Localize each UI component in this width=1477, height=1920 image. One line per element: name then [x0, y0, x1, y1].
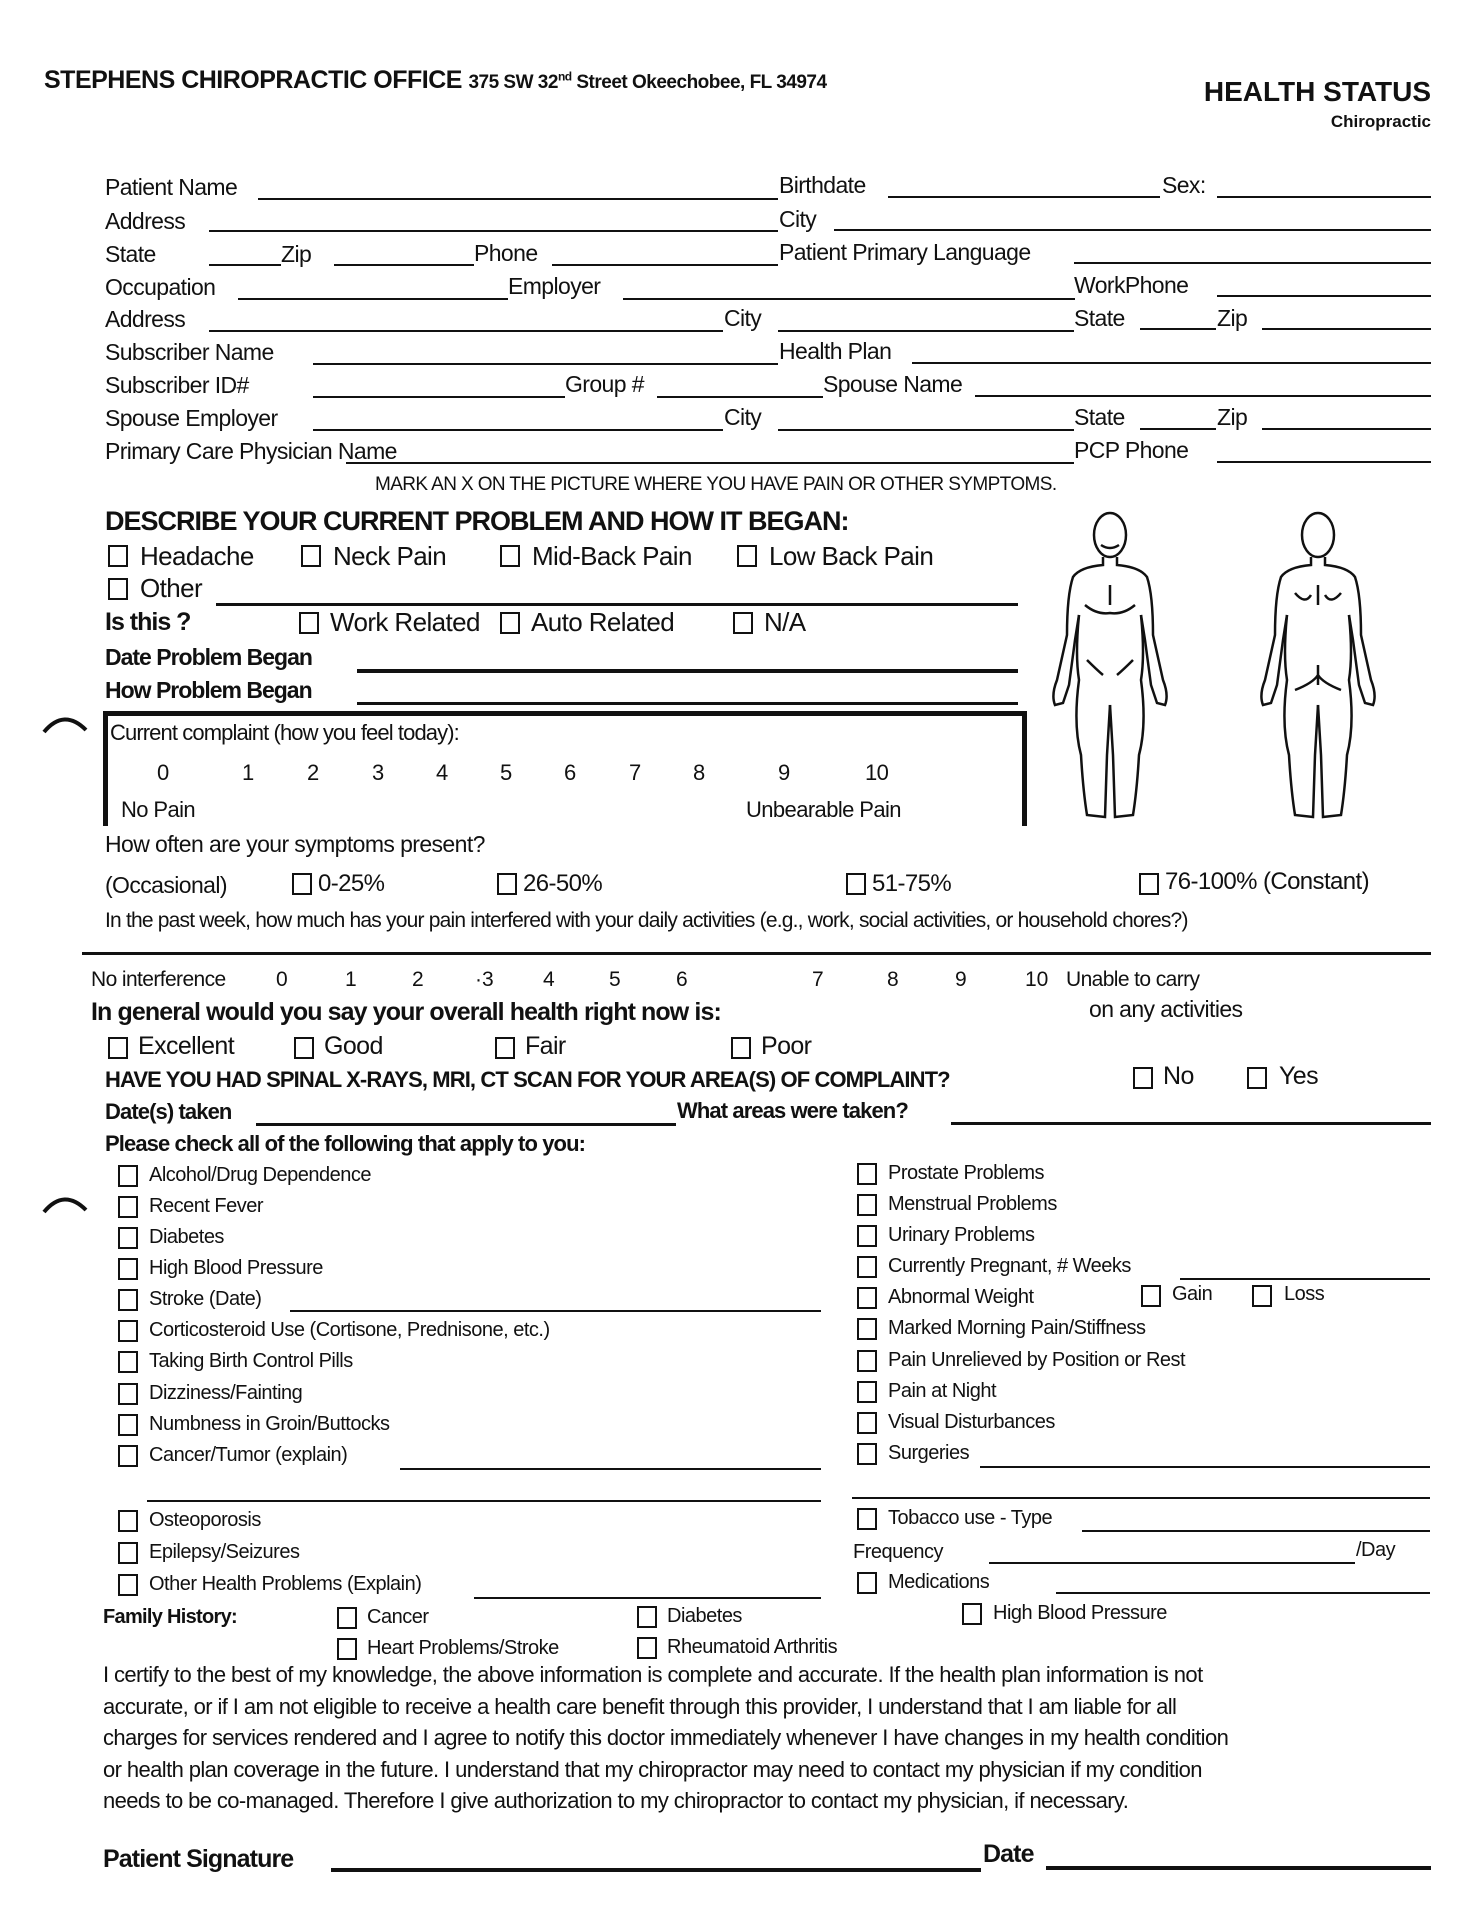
pain-value-7[interactable]: 7	[629, 760, 641, 785]
label-phone: Phone	[474, 240, 538, 266]
label-spouse-employer: Spouse Employer	[105, 405, 278, 431]
condition-left-2-checkbox[interactable]	[118, 1227, 138, 1249]
condition-right-5-label: Marked Morning Pain/Stiffness	[888, 1317, 1146, 1339]
weight-loss-checkbox[interactable]	[1252, 1285, 1272, 1307]
certification-line: needs to be co-managed. Therefore I give authorization to my chiropractor to contact my physician, if necessary.	[103, 1788, 1129, 1813]
auto-related-label: Auto Related	[531, 607, 675, 637]
condition-left-6-label: Taking Birth Control Pills	[149, 1350, 353, 1372]
label-birthdate: Birthdate	[779, 172, 866, 198]
label-pcp-phone: PCP Phone	[1074, 437, 1189, 463]
pain-value-2[interactable]: 2	[307, 760, 319, 785]
mid-back-pain-checkbox[interactable]	[500, 545, 520, 567]
weight-gain-label: Gain	[1172, 1283, 1213, 1305]
label-city: City	[779, 206, 817, 232]
interference-value-7[interactable]: 7	[812, 968, 824, 991]
condition-left-8-checkbox[interactable]	[118, 1414, 138, 1436]
cancer-explain-field-2[interactable]	[147, 1500, 821, 1502]
label-employer-zip: Zip	[1217, 305, 1248, 331]
other-label: Other	[140, 573, 203, 603]
interference-value-5[interactable]: 5	[609, 968, 621, 991]
patient-name-field[interactable]	[258, 198, 778, 200]
freq-51-75-label: 51-75%	[872, 870, 952, 897]
condition-left-8-label: Numbness in Groin/Buttocks	[149, 1413, 390, 1435]
condition-left-7-label: Dizziness/Fainting	[149, 1382, 303, 1404]
condition-left-1-label: Recent Fever	[149, 1195, 264, 1217]
medications-checkbox[interactable]	[857, 1572, 877, 1594]
imaging-yes-checkbox[interactable]	[1247, 1067, 1267, 1089]
freq-0-25-checkbox[interactable]	[292, 873, 312, 895]
condition-left-0-checkbox[interactable]	[118, 1165, 138, 1187]
frequency-label: Frequency	[853, 1541, 943, 1563]
tobacco-frequency-field[interactable]	[989, 1562, 1355, 1564]
freq-76-100-checkbox[interactable]	[1139, 873, 1159, 895]
problem-heading: DESCRIBE YOUR CURRENT PROBLEM AND HOW IT BEGAN:	[105, 506, 849, 536]
scan-artifact-mark	[40, 706, 90, 736]
na-label: N/A	[764, 607, 806, 637]
how-problem-began-label: How Problem Began	[105, 677, 312, 703]
body-front-figure[interactable]	[1035, 505, 1185, 825]
phone-field[interactable]	[552, 264, 778, 266]
work-related-label: Work Related	[330, 607, 480, 637]
other-field[interactable]	[216, 603, 1018, 606]
interference-question: In the past week, how much has your pain interfered with your daily activities (e.g., work, social activities, or household chores?)	[105, 909, 1188, 932]
other-health-problems-label: Other Health Problems (Explain)	[149, 1573, 422, 1595]
birthdate-field[interactable]	[888, 196, 1160, 198]
condition-right-2-label: Urinary Problems	[888, 1224, 1035, 1246]
conditions-heading: Please check all of the following that apply to you:	[105, 1131, 586, 1156]
body-back-figure[interactable]	[1243, 505, 1393, 825]
subscriber-id-field[interactable]	[313, 396, 565, 398]
label-primary-language: Patient Primary Language	[779, 239, 1031, 265]
label-employer: Employer	[508, 273, 601, 299]
label-health-plan: Health Plan	[779, 338, 892, 364]
freq-26-50-checkbox[interactable]	[497, 873, 517, 895]
label-subscriber-id: Subscriber ID#	[105, 372, 249, 398]
interference-value-0[interactable]: 0	[276, 968, 288, 991]
pain-value-9[interactable]: 9	[778, 760, 790, 785]
employer-state-field[interactable]	[1140, 328, 1216, 330]
zip-field[interactable]	[334, 264, 474, 266]
address-field[interactable]	[209, 230, 778, 232]
is-this-label: Is this ?	[105, 608, 191, 636]
condition-right-6-label: Pain Unrelieved by Position or Rest	[888, 1349, 1186, 1371]
neck-pain-label: Neck Pain	[333, 541, 447, 571]
employer-address-field[interactable]	[209, 330, 723, 332]
condition-left-3-checkbox[interactable]	[118, 1258, 138, 1280]
pain-value-10[interactable]: 10	[865, 760, 889, 785]
interference-value-1[interactable]: 1	[345, 968, 357, 991]
pcp-name-field[interactable]	[346, 462, 1074, 464]
osteoporosis-checkbox[interactable]	[118, 1510, 138, 1532]
frequency-prefix: (Occasional)	[105, 872, 227, 898]
pain-low-label: No Pain	[121, 797, 196, 822]
condition-right-1-checkbox[interactable]	[857, 1194, 877, 1216]
label-subscriber-name: Subscriber Name	[105, 339, 274, 365]
office-address: 375 SW 32nd Street Okeechobee, FL 34974	[468, 69, 827, 93]
pain-value-1[interactable]: 1	[242, 760, 254, 785]
family-cancer-label: Cancer	[367, 1606, 429, 1628]
pain-value-3[interactable]: 3	[372, 760, 384, 785]
condition-left-5-label: Corticosteroid Use (Cortisone, Prednisone, etc.)	[149, 1319, 550, 1341]
dates-taken-label: Date(s) taken	[105, 1099, 232, 1124]
health-good-checkbox[interactable]	[294, 1037, 314, 1059]
pain-high-label: Unbearable Pain	[746, 797, 901, 822]
primary-language-field[interactable]	[1074, 262, 1431, 264]
condition-left-4-label: Stroke (Date)	[149, 1288, 262, 1310]
health-poor-checkbox[interactable]	[731, 1037, 751, 1059]
signature-date-field[interactable]	[1046, 1866, 1431, 1870]
spouse-city-field[interactable]	[778, 429, 1074, 431]
certification-line: accurate, or if I am not eligible to receive a health care benefit through this provider, I understand that I am liable for all	[103, 1693, 1177, 1719]
stroke-date-field[interactable]	[290, 1310, 821, 1312]
health-fair-checkbox[interactable]	[495, 1037, 515, 1059]
condition-right-0-checkbox[interactable]	[857, 1163, 877, 1185]
label-employer-state: State	[1074, 305, 1125, 331]
low-back-pain-label: Low Back Pain	[769, 541, 934, 571]
tobacco-label: Tobacco use - Type	[888, 1507, 1053, 1529]
areas-taken-field[interactable]	[951, 1122, 1431, 1125]
interference-value-4[interactable]: 4	[543, 968, 555, 991]
spouse-name-field[interactable]	[975, 395, 1431, 397]
label-spouse-name: Spouse Name	[823, 371, 963, 397]
group-field[interactable]	[657, 396, 823, 398]
imaging-yes-label: Yes	[1279, 1062, 1318, 1090]
cancer-explain-field[interactable]	[400, 1468, 821, 1470]
freq-51-75-checkbox[interactable]	[846, 873, 866, 895]
patient-signature-label: Patient Signature	[103, 1845, 294, 1873]
interference-value-3[interactable]: ·3	[475, 968, 494, 991]
family-heart-checkbox[interactable]	[337, 1638, 357, 1660]
label-state: State	[105, 241, 156, 267]
epilepsy-checkbox[interactable]	[118, 1542, 138, 1564]
label-spouse-city: City	[724, 404, 762, 430]
family-diabetes-checkbox[interactable]	[637, 1606, 657, 1628]
weight-loss-label: Loss	[1284, 1283, 1325, 1305]
interference-value-10[interactable]: 10	[1025, 968, 1049, 991]
condition-right-4-label: Abnormal Weight	[888, 1286, 1034, 1308]
condition-right-7-checkbox[interactable]	[857, 1381, 877, 1403]
family-history-label: Family History:	[103, 1606, 237, 1628]
label-address: Address	[105, 208, 186, 234]
condition-right-4-checkbox[interactable]	[857, 1287, 877, 1309]
osteoporosis-label: Osteoporosis	[149, 1509, 261, 1531]
family-heart-label: Heart Problems/Stroke	[367, 1637, 559, 1659]
surgeries-field-2[interactable]	[852, 1497, 1430, 1499]
interference-value-9[interactable]: 9	[955, 968, 967, 991]
family-ra-checkbox[interactable]	[637, 1637, 657, 1659]
medications-field[interactable]	[1056, 1592, 1430, 1594]
health-excellent-checkbox[interactable]	[108, 1037, 128, 1059]
health-poor-label: Poor	[761, 1032, 812, 1060]
mid-back-pain-label: Mid-Back Pain	[532, 541, 692, 571]
family-ra-label: Rheumatoid Arthritis	[667, 1636, 838, 1658]
pain-scale-title: Current complaint (how you feel today):	[110, 720, 459, 745]
date-problem-began-field[interactable]	[357, 669, 1018, 673]
work-related-checkbox[interactable]	[299, 612, 319, 634]
auto-related-checkbox[interactable]	[500, 612, 520, 634]
family-hbp-checkbox[interactable]	[962, 1603, 982, 1625]
health-plan-field[interactable]	[912, 362, 1431, 364]
how-problem-began-field[interactable]	[357, 702, 1018, 705]
condition-left-1-checkbox[interactable]	[118, 1196, 138, 1218]
label-occupation: Occupation	[105, 274, 216, 300]
subscriber-name-field[interactable]	[313, 363, 778, 365]
office-name: STEPHENS CHIROPRACTIC OFFICE	[44, 66, 462, 94]
neck-pain-checkbox[interactable]	[301, 545, 321, 567]
pain-value-0[interactable]: 0	[157, 760, 169, 785]
pcp-phone-field[interactable]	[1217, 461, 1431, 463]
state-field[interactable]	[209, 264, 281, 266]
label-employer-address: Address	[105, 306, 186, 332]
imaging-no-checkbox[interactable]	[1133, 1067, 1153, 1089]
condition-left-6-checkbox[interactable]	[118, 1351, 138, 1373]
work-phone-field[interactable]	[1217, 295, 1431, 297]
condition-left-9-checkbox[interactable]	[118, 1445, 138, 1467]
label-zip: Zip	[281, 241, 312, 267]
family-cancer-checkbox[interactable]	[337, 1607, 357, 1629]
condition-right-9-checkbox[interactable]	[857, 1443, 877, 1465]
condition-left-5-checkbox[interactable]	[118, 1320, 138, 1342]
epilepsy-label: Epilepsy/Seizures	[149, 1541, 300, 1563]
label-pcp-name: Primary Care Physician Name	[105, 438, 397, 464]
interference-value-2[interactable]: 2	[412, 968, 424, 991]
family-hbp-label: High Blood Pressure	[993, 1602, 1167, 1624]
condition-right-7-label: Pain at Night	[888, 1380, 997, 1402]
frequency-question: How often are your symptoms present?	[105, 831, 485, 857]
body-chart-instruction: MARK AN X ON THE PICTURE WHERE YOU HAVE PAIN OR OTHER SYMPTOMS.	[375, 474, 1057, 495]
pain-value-6[interactable]: 6	[564, 760, 576, 785]
imaging-no-label: No	[1163, 1062, 1194, 1090]
label-spouse-zip: Zip	[1217, 404, 1248, 430]
label-group: Group #	[565, 371, 644, 397]
form-title: HEALTH STATUS	[1203, 76, 1431, 107]
spouse-zip-field[interactable]	[1262, 428, 1431, 430]
label-patient-name: Patient Name	[105, 174, 238, 200]
spouse-state-field[interactable]	[1140, 428, 1216, 430]
interference-value-6[interactable]: 6	[676, 968, 688, 991]
pregnant-weeks-field[interactable]	[1180, 1278, 1430, 1280]
scan-artifact-mark	[40, 1186, 90, 1216]
tobacco-type-field[interactable]	[1082, 1530, 1430, 1532]
condition-left-2-label: Diabetes	[149, 1226, 224, 1248]
city-field[interactable]	[834, 229, 1431, 231]
form-subtitle: Chiropractic	[1330, 112, 1431, 131]
na-checkbox[interactable]	[733, 612, 753, 634]
other-checkbox[interactable]	[108, 578, 128, 600]
condition-left-0-label: Alcohol/Drug Dependence	[149, 1164, 371, 1186]
other-health-problems-checkbox[interactable]	[118, 1574, 138, 1596]
condition-left-3-label: High Blood Pressure	[149, 1257, 323, 1279]
certification-line: I certify to the best of my knowledge, the above information is complete and accurate. If the health plan information is not	[103, 1662, 1203, 1687]
tobacco-checkbox[interactable]	[857, 1508, 877, 1530]
health-excellent-label: Excellent	[138, 1032, 235, 1060]
per-day-label: /Day	[1356, 1539, 1396, 1561]
sex-field[interactable]	[1217, 196, 1431, 198]
family-diabetes-label: Diabetes	[667, 1605, 742, 1627]
health-fair-label: Fair	[525, 1032, 566, 1060]
label-employer-city: City	[724, 305, 762, 331]
condition-right-9-label: Surgeries	[888, 1442, 970, 1464]
label-work-phone: WorkPhone	[1074, 272, 1189, 298]
health-good-label: Good	[324, 1032, 383, 1060]
freq-76-100-label: 76-100% (Constant)	[1165, 868, 1369, 895]
freq-26-50-label: 26-50%	[523, 870, 603, 897]
label-sex: Sex:	[1162, 172, 1206, 198]
spouse-employer-field[interactable]	[313, 429, 723, 431]
condition-left-4-checkbox[interactable]	[118, 1289, 138, 1311]
weight-gain-checkbox[interactable]	[1141, 1285, 1161, 1307]
headache-checkbox[interactable]	[108, 545, 128, 567]
condition-right-3-label: Currently Pregnant, # Weeks	[888, 1255, 1131, 1277]
condition-left-9-label: Cancer/Tumor (explain)	[149, 1444, 348, 1466]
occupation-field[interactable]	[238, 298, 508, 300]
imaging-question: HAVE YOU HAD SPINAL X-RAYS, MRI, CT SCAN FOR YOUR AREA(S) OF COMPLAINT?	[105, 1067, 950, 1092]
condition-right-1-label: Menstrual Problems	[888, 1193, 1057, 1215]
condition-right-0-label: Prostate Problems	[888, 1162, 1045, 1184]
condition-right-5-checkbox[interactable]	[857, 1318, 877, 1340]
condition-right-8-checkbox[interactable]	[857, 1412, 877, 1434]
condition-left-7-checkbox[interactable]	[118, 1383, 138, 1405]
signature-date-label: Date	[983, 1840, 1034, 1868]
surgeries-field[interactable]	[980, 1466, 1430, 1468]
section-divider	[82, 952, 1431, 955]
interference-low-label: No interference	[91, 968, 226, 991]
pain-value-5[interactable]: 5	[500, 760, 512, 785]
medications-label: Medications	[888, 1571, 990, 1593]
condition-right-8-label: Visual Disturbances	[888, 1411, 1055, 1433]
certification-line: charges for services rendered and I agree to notify this doctor immediately whenever I have changes in my health condition	[103, 1725, 1229, 1750]
certification-line: or health plan coverage in the future. I understand that my chiropractor may need to contact my physician if my condition	[103, 1756, 1202, 1782]
employer-zip-field[interactable]	[1262, 328, 1431, 330]
condition-right-6-checkbox[interactable]	[857, 1350, 877, 1372]
freq-0-25-label: 0-25%	[318, 870, 385, 897]
headache-label: Headache	[140, 541, 254, 571]
date-problem-began-label: Date Problem Began	[105, 644, 312, 670]
areas-taken-label: What areas were taken?	[677, 1098, 908, 1123]
patient-signature-field[interactable]	[331, 1868, 981, 1872]
condition-right-2-checkbox[interactable]	[857, 1225, 877, 1247]
interference-high-label-1: Unable to carry	[1066, 968, 1200, 991]
condition-right-3-checkbox[interactable]	[857, 1256, 877, 1278]
overall-health-question: In general would you say your overall health right now is:	[91, 998, 721, 1026]
office-header	[44, 66, 827, 95]
employer-city-field[interactable]	[778, 330, 1074, 332]
dates-taken-field[interactable]	[256, 1123, 676, 1126]
pain-value-8[interactable]: 8	[693, 760, 705, 785]
pain-value-4[interactable]: 4	[436, 760, 448, 785]
interference-value-8[interactable]: 8	[887, 968, 899, 991]
interference-high-label-2: on any activities	[1089, 996, 1243, 1022]
employer-field[interactable]	[623, 298, 1075, 300]
low-back-pain-checkbox[interactable]	[737, 545, 757, 567]
other-health-problems-field[interactable]	[474, 1597, 821, 1599]
label-spouse-state: State	[1074, 404, 1125, 430]
